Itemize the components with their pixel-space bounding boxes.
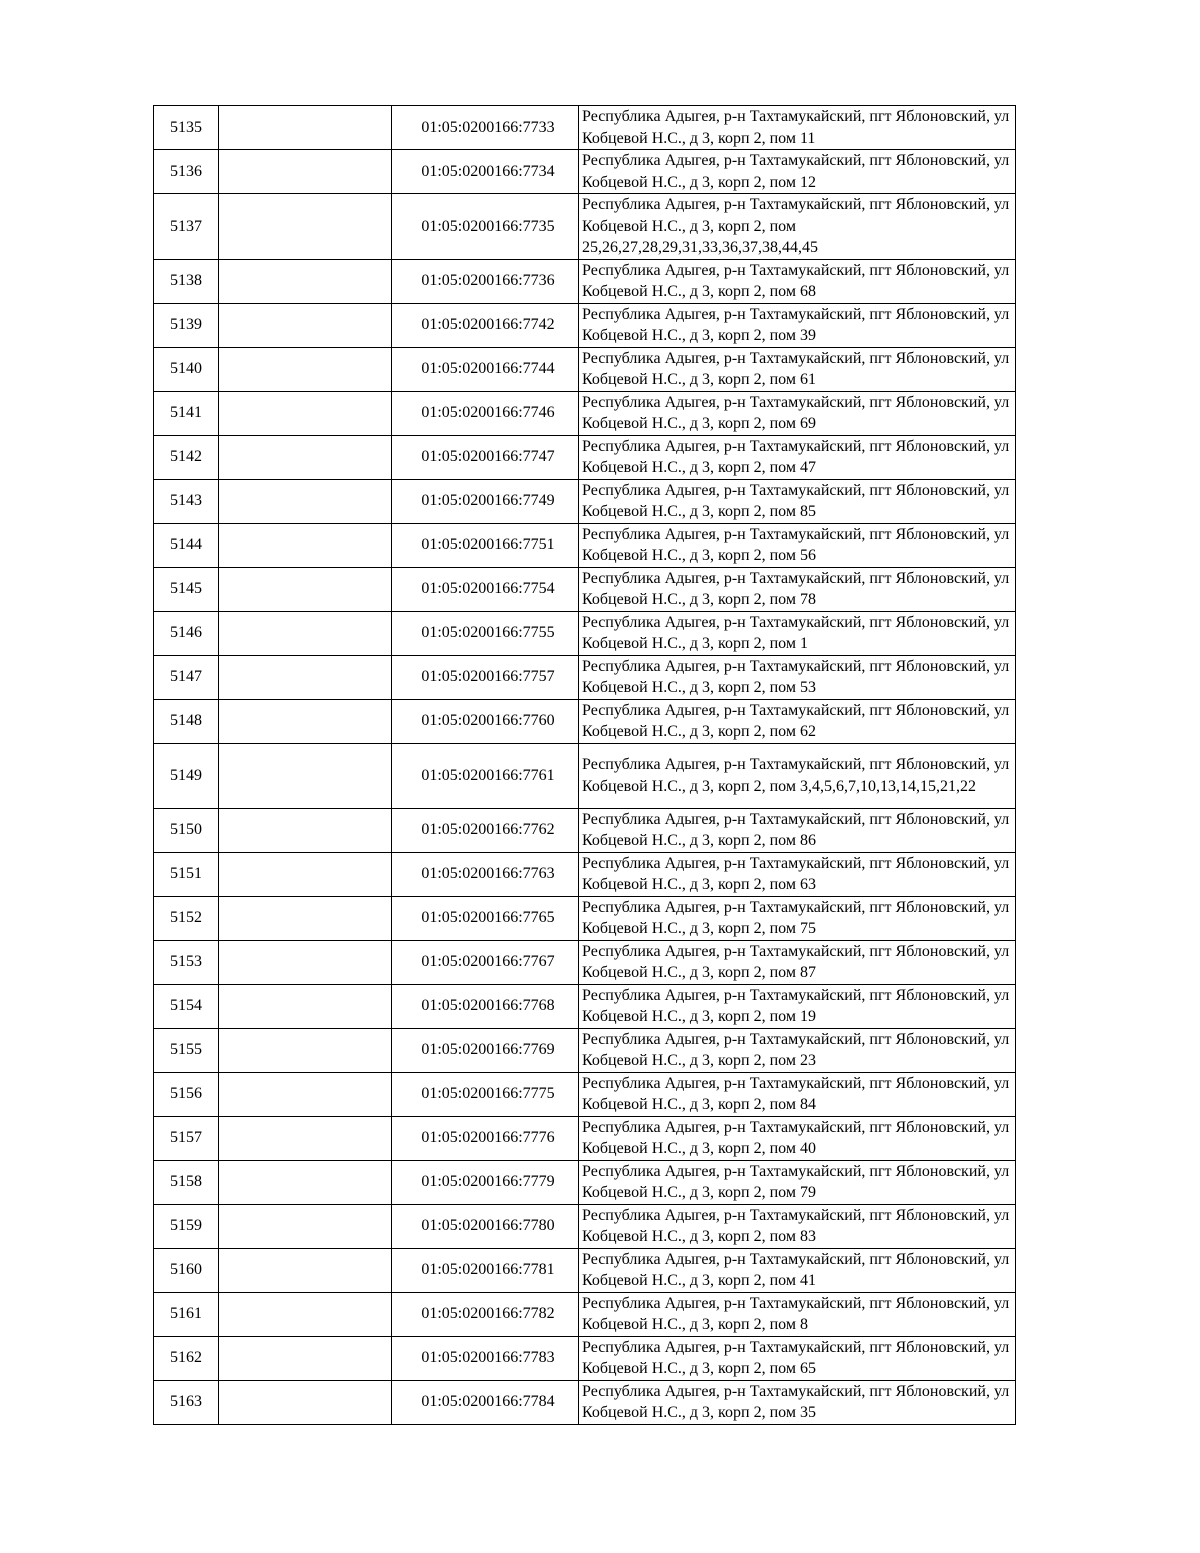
table-row bbox=[154, 479, 1016, 523]
address-cell: Республика Адыгея, р-н Тахтамукайский, пгт Яблоновский, ул Кобцевой Н.С., д 3, корп 2, пом 86 bbox=[579, 808, 1016, 852]
cadastral-number: 01:05:0200166:7765 bbox=[392, 896, 579, 940]
address-cell: Республика Адыгея, р-н Тахтамукайский, пгт Яблоновский, ул Кобцевой Н.С., д 3, корп 2, пом 19 bbox=[579, 984, 1016, 1028]
address-cell: Республика Адыгея, р-н Тахтамукайский, пгт Яблоновский, ул Кобцевой Н.С., д 3, корп 2, пом 56 bbox=[579, 523, 1016, 567]
address-cell: Республика Адыгея, р-н Тахтамукайский, пгт Яблоновский, ул Кобцевой Н.С., д 3, корп 2, пом 78 bbox=[579, 567, 1016, 611]
owner-cell bbox=[219, 523, 392, 567]
row-number: 5140 bbox=[154, 347, 219, 391]
owner-cell bbox=[219, 808, 392, 852]
owner-cell bbox=[219, 106, 392, 150]
table-row bbox=[154, 1160, 1016, 1204]
cadastral-number: 01:05:0200166:7757 bbox=[392, 655, 579, 699]
cadastral-number: 01:05:0200166:7742 bbox=[392, 303, 579, 347]
owner-cell bbox=[219, 984, 392, 1028]
row-number: 5144 bbox=[154, 523, 219, 567]
cadastral-number: 01:05:0200166:7734 bbox=[392, 150, 579, 194]
table-row bbox=[154, 150, 1016, 194]
address-cell: Республика Адыгея, р-н Тахтамукайский, пгт Яблоновский, ул Кобцевой Н.С., д 3, корп 2, пом 47 bbox=[579, 435, 1016, 479]
owner-cell bbox=[219, 479, 392, 523]
owner-cell bbox=[219, 1204, 392, 1248]
cadastral-number: 01:05:0200166:7760 bbox=[392, 699, 579, 743]
owner-cell bbox=[219, 940, 392, 984]
cadastral-number: 01:05:0200166:7746 bbox=[392, 391, 579, 435]
table-row bbox=[154, 347, 1016, 391]
row-number: 5141 bbox=[154, 391, 219, 435]
row-number: 5163 bbox=[154, 1380, 219, 1424]
owner-cell bbox=[219, 1028, 392, 1072]
table-row bbox=[154, 611, 1016, 655]
address-cell: Республика Адыгея, р-н Тахтамукайский, пгт Яблоновский, ул Кобцевой Н.С., д 3, корп 2, пом 84 bbox=[579, 1072, 1016, 1116]
row-number: 5145 bbox=[154, 567, 219, 611]
cadastral-number: 01:05:0200166:7784 bbox=[392, 1380, 579, 1424]
row-number: 5152 bbox=[154, 896, 219, 940]
table-row bbox=[154, 1292, 1016, 1336]
table-row bbox=[154, 1336, 1016, 1380]
row-number: 5150 bbox=[154, 808, 219, 852]
cadastral-number: 01:05:0200166:7763 bbox=[392, 852, 579, 896]
owner-cell bbox=[219, 1380, 392, 1424]
cadastral-number: 01:05:0200166:7782 bbox=[392, 1292, 579, 1336]
table-row bbox=[154, 896, 1016, 940]
owner-cell bbox=[219, 259, 392, 303]
table-row bbox=[154, 194, 1016, 260]
address-cell: Республика Адыгея, р-н Тахтамукайский, пгт Яблоновский, ул Кобцевой Н.С., д 3, корп 2, пом 39 bbox=[579, 303, 1016, 347]
address-cell: Республика Адыгея, р-н Тахтамукайский, пгт Яблоновский, ул Кобцевой Н.С., д 3, корп 2, пом 23 bbox=[579, 1028, 1016, 1072]
cadastral-number: 01:05:0200166:7749 bbox=[392, 479, 579, 523]
cadastral-number: 01:05:0200166:7755 bbox=[392, 611, 579, 655]
owner-cell bbox=[219, 611, 392, 655]
address-cell: Республика Адыгея, р-н Тахтамукайский, пгт Яблоновский, ул Кобцевой Н.С., д 3, корп 2, пом 69 bbox=[579, 391, 1016, 435]
table-row bbox=[154, 303, 1016, 347]
owner-cell bbox=[219, 435, 392, 479]
cadastral-number: 01:05:0200166:7751 bbox=[392, 523, 579, 567]
address-cell: Республика Адыгея, р-н Тахтамукайский, пгт Яблоновский, ул Кобцевой Н.С., д 3, корп 2, пом 1 bbox=[579, 611, 1016, 655]
cadastral-number: 01:05:0200166:7767 bbox=[392, 940, 579, 984]
address-cell: Республика Адыгея, р-н Тахтамукайский, пгт Яблоновский, ул Кобцевой Н.С., д 3, корп 2, пом 65 bbox=[579, 1336, 1016, 1380]
row-number: 5143 bbox=[154, 479, 219, 523]
table-row bbox=[154, 699, 1016, 743]
owner-cell bbox=[219, 303, 392, 347]
address-cell: Республика Адыгея, р-н Тахтамукайский, пгт Яблоновский, ул Кобцевой Н.С., д 3, корп 2, пом 85 bbox=[579, 479, 1016, 523]
owner-cell bbox=[219, 1160, 392, 1204]
cadastral-number: 01:05:0200166:7762 bbox=[392, 808, 579, 852]
row-number: 5153 bbox=[154, 940, 219, 984]
row-number: 5161 bbox=[154, 1292, 219, 1336]
property-registry-table bbox=[153, 105, 1016, 1425]
row-number: 5157 bbox=[154, 1116, 219, 1160]
owner-cell bbox=[219, 852, 392, 896]
table-row bbox=[154, 984, 1016, 1028]
registry-body bbox=[154, 106, 1016, 1425]
table-row bbox=[154, 391, 1016, 435]
address-cell: Республика Адыгея, р-н Тахтамукайский, пгт Яблоновский, ул Кобцевой Н.С., д 3, корп 2, пом 3,4,5,6,7,10,13,14,15,21,22 bbox=[579, 743, 1016, 808]
table-row bbox=[154, 435, 1016, 479]
row-number: 5162 bbox=[154, 1336, 219, 1380]
row-number: 5159 bbox=[154, 1204, 219, 1248]
row-number: 5151 bbox=[154, 852, 219, 896]
owner-cell bbox=[219, 699, 392, 743]
owner-cell bbox=[219, 1248, 392, 1292]
address-cell: Республика Адыгея, р-н Тахтамукайский, пгт Яблоновский, ул Кобцевой Н.С., д 3, корп 2, пом 68 bbox=[579, 259, 1016, 303]
table-row bbox=[154, 1116, 1016, 1160]
cadastral-number: 01:05:0200166:7754 bbox=[392, 567, 579, 611]
table-row bbox=[154, 106, 1016, 150]
owner-cell bbox=[219, 896, 392, 940]
cadastral-number: 01:05:0200166:7761 bbox=[392, 743, 579, 808]
row-number: 5158 bbox=[154, 1160, 219, 1204]
cadastral-number: 01:05:0200166:7768 bbox=[392, 984, 579, 1028]
table-row bbox=[154, 1380, 1016, 1424]
owner-cell bbox=[219, 347, 392, 391]
address-cell: Республика Адыгея, р-н Тахтамукайский, пгт Яблоновский, ул Кобцевой Н.С., д 3, корп 2, пом 11 bbox=[579, 106, 1016, 150]
row-number: 5142 bbox=[154, 435, 219, 479]
owner-cell bbox=[219, 391, 392, 435]
owner-cell bbox=[219, 150, 392, 194]
address-cell: Республика Адыгея, р-н Тахтамукайский, пгт Яблоновский, ул Кобцевой Н.С., д 3, корп 2, пом 61 bbox=[579, 347, 1016, 391]
address-cell: Республика Адыгея, р-н Тахтамукайский, пгт Яблоновский, ул Кобцевой Н.С., д 3, корп 2, пом 40 bbox=[579, 1116, 1016, 1160]
table-row bbox=[154, 743, 1016, 808]
cadastral-number: 01:05:0200166:7775 bbox=[392, 1072, 579, 1116]
cadastral-number: 01:05:0200166:7780 bbox=[392, 1204, 579, 1248]
address-cell: Республика Адыгея, р-н Тахтамукайский, пгт Яблоновский, ул Кобцевой Н.С., д 3, корп 2, пом 83 bbox=[579, 1204, 1016, 1248]
address-cell: Республика Адыгея, р-н Тахтамукайский, пгт Яблоновский, ул Кобцевой Н.С., д 3, корп 2, пом 87 bbox=[579, 940, 1016, 984]
row-number: 5147 bbox=[154, 655, 219, 699]
owner-cell bbox=[219, 743, 392, 808]
address-cell: Республика Адыгея, р-н Тахтамукайский, пгт Яблоновский, ул Кобцевой Н.С., д 3, корп 2, пом 12 bbox=[579, 150, 1016, 194]
row-number: 5149 bbox=[154, 743, 219, 808]
table-row bbox=[154, 567, 1016, 611]
cadastral-number: 01:05:0200166:7779 bbox=[392, 1160, 579, 1204]
address-cell: Республика Адыгея, р-н Тахтамукайский, пгт Яблоновский, ул Кобцевой Н.С., д 3, корп 2, пом 41 bbox=[579, 1248, 1016, 1292]
address-cell: Республика Адыгея, р-н Тахтамукайский, пгт Яблоновский, ул Кобцевой Н.С., д 3, корп 2, пом 35 bbox=[579, 1380, 1016, 1424]
table-row bbox=[154, 523, 1016, 567]
address-cell: Республика Адыгея, р-н Тахтамукайский, пгт Яблоновский, ул Кобцевой Н.С., д 3, корп 2, пом 63 bbox=[579, 852, 1016, 896]
owner-cell bbox=[219, 1336, 392, 1380]
address-cell: Республика Адыгея, р-н Тахтамукайский, пгт Яблоновский, ул Кобцевой Н.С., д 3, корп 2, пом 53 bbox=[579, 655, 1016, 699]
owner-cell bbox=[219, 655, 392, 699]
row-number: 5156 bbox=[154, 1072, 219, 1116]
row-number: 5138 bbox=[154, 259, 219, 303]
address-cell: Республика Адыгея, р-н Тахтамукайский, пгт Яблоновский, ул Кобцевой Н.С., д 3, корп 2, пом 75 bbox=[579, 896, 1016, 940]
table-row bbox=[154, 1028, 1016, 1072]
address-cell: Республика Адыгея, р-н Тахтамукайский, пгт Яблоновский, ул Кобцевой Н.С., д 3, корп 2, пом 62 bbox=[579, 699, 1016, 743]
row-number: 5135 bbox=[154, 106, 219, 150]
table-row bbox=[154, 1248, 1016, 1292]
owner-cell bbox=[219, 567, 392, 611]
cadastral-number: 01:05:0200166:7783 bbox=[392, 1336, 579, 1380]
table-row bbox=[154, 1072, 1016, 1116]
row-number: 5136 bbox=[154, 150, 219, 194]
cadastral-number: 01:05:0200166:7733 bbox=[392, 106, 579, 150]
address-cell: Республика Адыгея, р-н Тахтамукайский, пгт Яблоновский, ул Кобцевой Н.С., д 3, корп 2, пом 79 bbox=[579, 1160, 1016, 1204]
cadastral-number: 01:05:0200166:7744 bbox=[392, 347, 579, 391]
row-number: 5139 bbox=[154, 303, 219, 347]
row-number: 5155 bbox=[154, 1028, 219, 1072]
cadastral-number: 01:05:0200166:7769 bbox=[392, 1028, 579, 1072]
row-number: 5148 bbox=[154, 699, 219, 743]
table-row bbox=[154, 808, 1016, 852]
address-cell: Республика Адыгея, р-н Тахтамукайский, пгт Яблоновский, ул Кобцевой Н.С., д 3, корп 2, пом 25,26,27,28,29,31,33,36,37,38,44,45 bbox=[579, 194, 1016, 260]
cadastral-number: 01:05:0200166:7735 bbox=[392, 194, 579, 260]
cadastral-number: 01:05:0200166:7781 bbox=[392, 1248, 579, 1292]
table-row bbox=[154, 852, 1016, 896]
table-row bbox=[154, 1204, 1016, 1248]
owner-cell bbox=[219, 1116, 392, 1160]
cadastral-number: 01:05:0200166:7747 bbox=[392, 435, 579, 479]
table-row bbox=[154, 940, 1016, 984]
row-number: 5154 bbox=[154, 984, 219, 1028]
cadastral-number: 01:05:0200166:7776 bbox=[392, 1116, 579, 1160]
cadastral-number: 01:05:0200166:7736 bbox=[392, 259, 579, 303]
owner-cell bbox=[219, 1072, 392, 1116]
owner-cell bbox=[219, 1292, 392, 1336]
row-number: 5146 bbox=[154, 611, 219, 655]
table-row bbox=[154, 655, 1016, 699]
row-number: 5137 bbox=[154, 194, 219, 260]
owner-cell bbox=[219, 194, 392, 260]
address-cell: Республика Адыгея, р-н Тахтамукайский, пгт Яблоновский, ул Кобцевой Н.С., д 3, корп 2, пом 8 bbox=[579, 1292, 1016, 1336]
table-row bbox=[154, 259, 1016, 303]
row-number: 5160 bbox=[154, 1248, 219, 1292]
